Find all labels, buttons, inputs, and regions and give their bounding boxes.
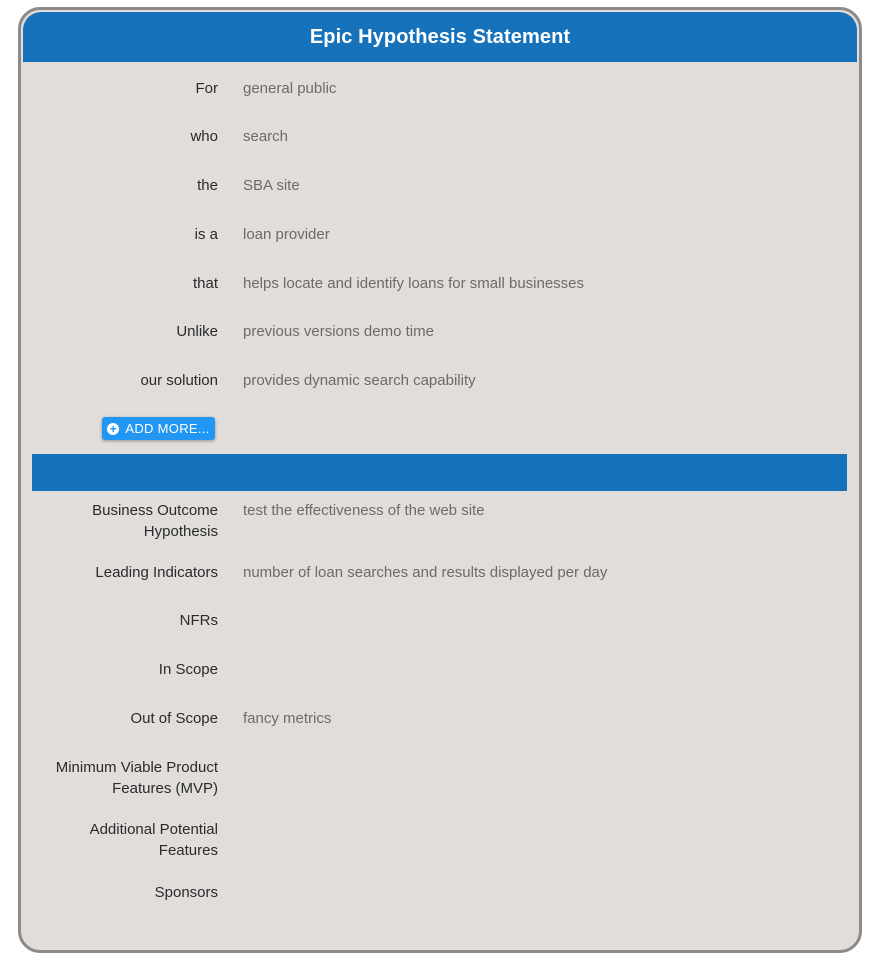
field-label-line: Features: [158, 842, 218, 859]
add-more-label: ADD MORE...: [125, 421, 210, 436]
field-label: NFRs: [179, 612, 218, 629]
field-value[interactable]: general public: [243, 80, 337, 97]
field-label: [28, 757, 218, 799]
field-label: that: [192, 275, 218, 292]
field-value[interactable]: helps locate and identify loans for small businesses: [243, 275, 585, 292]
field-value[interactable]: test the effectiveness of the web site: [243, 502, 485, 519]
field-label: Leading Indicators: [95, 564, 218, 581]
field-label: Sponsors: [154, 884, 218, 901]
field-label-line: Additional Potential: [89, 821, 218, 838]
field-label-line: Business Outcome: [92, 502, 218, 519]
card-title: Epic Hypothesis Statement: [23, 12, 857, 62]
field-label: is a: [194, 226, 218, 243]
field-value[interactable]: search: [243, 128, 289, 145]
add-more-button[interactable]: [102, 417, 215, 440]
epic-hypothesis-card: [18, 7, 862, 953]
section-divider-bar: [32, 454, 847, 491]
field-label: [28, 500, 218, 542]
plus-circle-icon: +: [107, 423, 119, 435]
field-label: the: [197, 177, 218, 194]
field-label: For: [195, 80, 218, 97]
field-label: [28, 819, 218, 861]
field-label: Out of Scope: [130, 710, 218, 727]
field-value[interactable]: number of loan searches and results displayed per day: [243, 564, 608, 581]
field-label-line: Hypothesis: [143, 523, 218, 540]
field-value[interactable]: provides dynamic search capability: [243, 372, 476, 389]
field-value[interactable]: fancy metrics: [243, 710, 332, 727]
field-label: Unlike: [176, 323, 218, 340]
field-label: our solution: [140, 372, 218, 389]
field-value[interactable]: loan provider: [243, 226, 330, 243]
field-label-line: Features (MVP): [112, 780, 218, 797]
field-label-line: Minimum Viable Product: [55, 759, 218, 776]
field-value[interactable]: SBA site: [243, 177, 300, 194]
field-value[interactable]: previous versions demo time: [243, 323, 434, 340]
field-label: In Scope: [158, 661, 218, 678]
field-label: who: [190, 128, 218, 145]
